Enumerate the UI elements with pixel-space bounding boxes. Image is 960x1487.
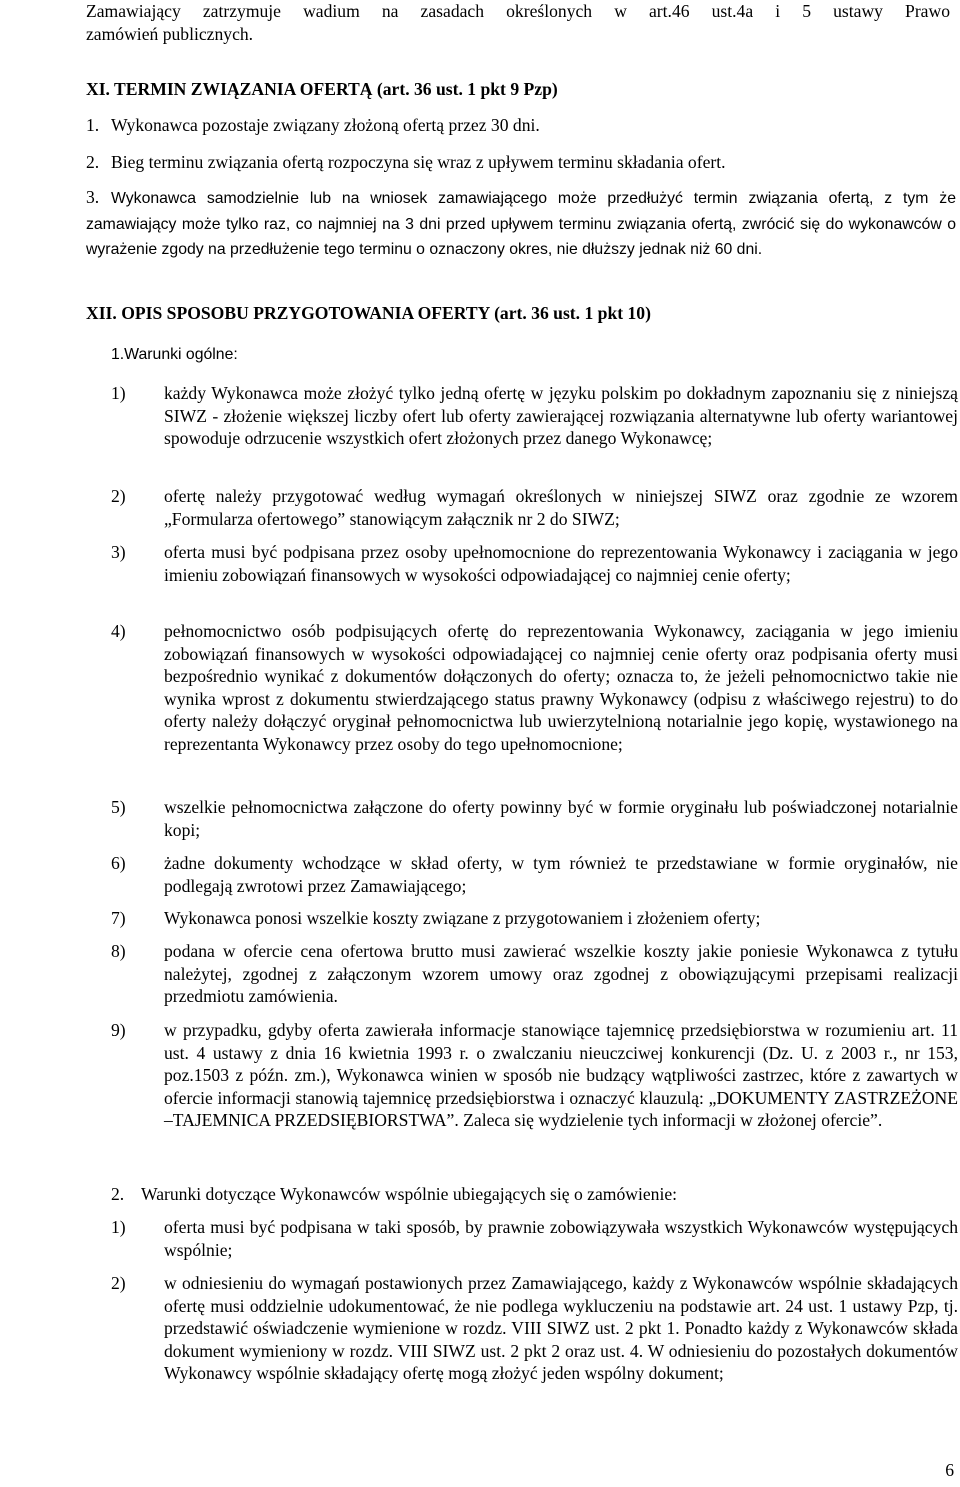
wadium-paragraph-line2: zamówień publicznych. [86,24,254,44]
xi-item-2-text: Bieg terminu związania ofertą rozpoczyna się wraz z upływem terminu składania ofert. [111,152,726,172]
general-item-9-number: 9) [111,1020,126,1040]
general-item-4-text: pełnomocnictwo osób podpisujących ofertę do reprezentowania Wykonawcy, zaciągania w jego imieniu zobowiązań finansowych w wysokości odpowiadającej co najmniej cenie oferty oraz podpisania oferty musi bezpośrednio wynikać z dokumentów dołączonych do oferty; oznacza to, że jeżeli pełnomocnictwo takie nie wynika wprost z dokumentu stwierdzającego status prawny Wykonawcy (odpisu z właściwego rejestru) to do oferty należy dołączyć oryginał pełnomocnictwa lub uwierzytelnioną notarialnie jego kopię, wystawionego na reprezentanta Wykonawcy przez osoby do tego upełnomocnione; [164,621,958,754]
general-item-4-number: 4) [111,621,126,641]
xi-item-3-text: Wykonawca samodzielnie lub na wniosek zamawiającego może przedłużyć termin związania ofertą, z tym że zamawiający może tylko raz, co najmniej na 3 dni przed upływem terminu związania ofertą, zwrócić się do wykonawców o wyrażenie zgody na przedłużenie tego terminu o oznaczony okres, nie dłuższy jednak niż 60 dni. [86,190,956,259]
general-item-2-text: ofertę należy przygotować według wymagań określonych w niniejszej SIWZ oraz zgodnie ze wzorem „Formularza ofertowego” stanowiącym załącznik nr 2 do SIWZ; [164,486,958,529]
wadium-paragraph-line1: Zamawiający zatrzymuje wadium na zasadach określonych w art.46 ust.4a i 5 ustawy Prawo [86,1,950,21]
general-item-7-text: Wykonawca ponosi wszelkie koszty związane z przygotowaniem i złożeniem oferty; [164,908,761,928]
xi-item-3-number: 3. [86,187,100,207]
general-item-6-text: żadne dokumenty wchodzące w skład oferty, w tym również te przedstawiane w formie oryginałów, nie podlegają zwrotowi przez Zamawiającego; [164,853,958,896]
joint-item-2-number: 2) [111,1273,126,1293]
section-xi-title: TERMIN ZWIĄZANIA OFERTĄ [114,79,373,99]
general-item-3-text: oferta musi być podpisana przez osoby upełnomocnione do reprezentowania Wykonawcy i zaciągania w jego imieniu zobowiązań finansowych w wysokości odpowiadającej co najmniej cenie oferty; [164,542,958,585]
general-item-8-number: 8) [111,941,126,961]
general-item-5-number: 5) [111,797,126,817]
xi-item-1-number: 1. [86,115,100,135]
general-conditions-title: 1.Warunki ogólne: [111,346,238,363]
joint-conditions-title: Warunki dotyczące Wykonawców wspólnie ubiegających się o zamówienie: [141,1184,678,1204]
section-xii-reference: (art. 36 ust. 1 pkt 10) [494,303,651,323]
general-item-2-number: 2) [111,486,126,506]
joint-item-1-number: 1) [111,1217,126,1237]
joint-item-2-text: w odniesieniu do wymagań postawionych przez Zamawiającego, każdy z Wykonawców wspólnie składających ofertę musi oddzielnie udokumentować, że nie podlega wykluczeniu na podstawie art. 24 ust. 1 ustawy Pzp, tj. przedstawić oświadczenie wymienione w rozdz. VIII SIWZ ust. 2 pkt 1. Ponadto każdy z Wykonawców składa dokument wymieniony w rozdz. VIII SIWZ ust. 2 pkt 2 oraz ust. 4. W odniesieniu do pozostałych dokumentów Wykonawcy wspólnie składający ofertę mogą złożyć jeden wspólny dokument; [164,1273,958,1383]
general-item-1-text: każdy Wykonawca może złożyć tylko jedną ofertę w języku polskim po dokładnym zapoznaniu się z niniejszą SIWZ - złożenie większej liczby ofert lub oferty zawierającej rozwiązania alternatywne lub oferty wariantowej spowoduje odrzucenie wszystkich ofert złożonych przez danego Wykonawcę; [164,383,958,448]
xi-item-1-text: Wykonawca pozostaje związany złożoną ofertą przez 30 dni. [111,115,540,135]
general-item-9-text: w przypadku, gdyby oferta zawierała informacje stanowiące tajemnicę przedsiębiorstwa w rozumieniu art. 11 ust. 4 ustawy z dnia 16 kwietnia 1993 r. o zwalczaniu nieuczciwej konkurencji (Dz. U. z 2003 r., nr 153, poz.1503 z późn. zm.), Wykonawca winien w sposób nie budzący wątpliwości zastrzec, które z zawartych w ofercie informacji stanowią tajemnicę przedsiębiorstwa i oznaczyć klauzulą: „DOKUMENTY ZASTRZEŻONE –TAJEMNICA PRZEDSIĘBIORSTWA”. Zaleca się wydzielenie tych informacji w złożonej ofercie”. [164,1020,958,1130]
section-xi-number: XI. [86,79,110,99]
section-xi-heading [86,78,558,101]
general-item-7-number: 7) [111,908,126,928]
xi-item-2-number: 2. [86,152,100,172]
section-xii-title: OPIS SPOSOBU PRZYGOTOWANIA OFERTY [121,303,490,323]
section-xi-reference: (art. 36 ust. 1 pkt 9 Pzp) [376,79,558,99]
general-item-8-text: podana w ofercie cena ofertowa brutto musi zawierać wszelkie koszty jakie poniesie Wykonawca z tytułu należytej, zgodnej z załączonym wzorem umowy oraz zgodnej z obowiązującymi przepisami realizacji przedmiotu zamówienia. [164,941,958,1006]
joint-item-1-text: oferta musi być podpisana w taki sposób, by prawnie zobowiązywała wszystkich Wykonawców występujących wspólnie; [164,1217,958,1260]
page-number: 6 [945,1460,954,1480]
general-item-5-text: wszelkie pełnomocnictwa załączone do oferty powinny być w formie oryginału lub poświadczonej notarialnie kopi; [164,797,958,840]
joint-conditions-number: 2. [111,1184,125,1204]
general-item-1-number: 1) [111,383,126,403]
section-xii-number: XII. [86,303,117,323]
section-xii-heading [86,302,651,325]
general-item-6-number: 6) [111,853,126,873]
general-item-3-number: 3) [111,542,126,562]
